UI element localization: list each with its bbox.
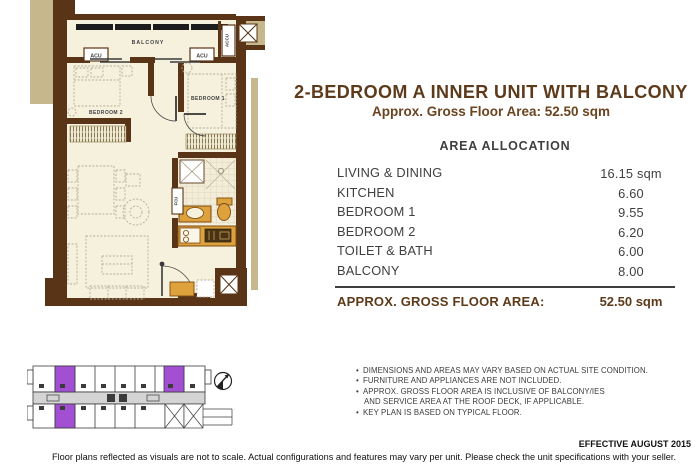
note-item <box>356 366 686 376</box>
bullet-icon: • <box>356 407 359 417</box>
table-row <box>335 241 675 261</box>
note-text: KEY PLAN IS BASED ON TYPICAL FLOOR. <box>363 407 522 417</box>
toilet <box>218 204 231 221</box>
row-label: BEDROOM 2 <box>337 223 416 239</box>
table-total-row <box>335 292 675 312</box>
shaft-top-right <box>239 24 257 42</box>
row-label: KITCHEN <box>337 184 395 200</box>
accu-label: ACCU <box>224 33 230 48</box>
row-label: BEDROOM 1 <box>337 204 416 219</box>
table-row <box>335 202 675 222</box>
row-value: 9.55 <box>618 205 644 220</box>
table-divider <box>335 286 675 288</box>
note-item <box>356 387 686 397</box>
row-label: TOILET & BATH <box>337 243 433 258</box>
table-row <box>335 261 675 281</box>
note-item-continuation: AND SERVICE AREA AT THE ROOF DECK, IF APPLICABLE. <box>364 397 585 407</box>
effective-date: EFFECTIVE AUGUST 2015 <box>578 439 691 449</box>
sink <box>187 208 204 219</box>
note-text: DIMENSIONS AND AREAS MAY VARY BASED ON ACTUAL SITE CONDITION. <box>363 366 648 375</box>
row-label: BALCONY <box>337 262 400 278</box>
bullet-icon: • <box>356 366 359 375</box>
table-row <box>335 163 675 183</box>
total-value: 52.50 sqm <box>599 294 663 309</box>
fcu <box>172 188 183 214</box>
hatched-section <box>165 404 232 428</box>
entry-mat <box>170 282 194 296</box>
table-row <box>335 222 675 242</box>
acu-left-label: ACU <box>90 53 102 60</box>
key-plan <box>27 357 239 435</box>
note-item <box>356 408 686 418</box>
row-value: 6.20 <box>618 224 644 240</box>
bullet-icon: • <box>356 376 359 386</box>
row-label: LIVING & DINING <box>337 165 443 180</box>
balcony-label: BALCONY <box>131 40 165 46</box>
disclaimer-text: Floor plans reflected as visuals are not to scale. Actual configurations and features may vary per unit. Please check the unit specifications with your seller. <box>51 452 677 462</box>
note-item <box>356 376 686 386</box>
acu-right-label: ACU <box>196 53 208 60</box>
bedroom1-label: BEDROOM 1 <box>191 96 225 102</box>
row-value: 6.00 <box>618 244 644 259</box>
row-value: 16.15 sqm <box>600 166 662 181</box>
page-subtitle: Approx. Gross Floor Area: 52.50 sqm <box>371 104 611 119</box>
floor-plan <box>30 0 266 322</box>
kitchen <box>178 226 236 246</box>
north-arrow-icon <box>215 373 232 390</box>
notes-list <box>356 366 686 418</box>
note-text: APPROX. GROSS FLOOR AREA IS INCLUSIVE OF BALCONY/IES <box>363 386 605 396</box>
area-allocation-table <box>335 163 675 312</box>
table-row <box>335 183 675 203</box>
page-title: 2-BEDROOM A INNER UNIT WITH BALCONY <box>294 82 688 102</box>
note-text: FURNITURE AND APPLIANCES ARE NOT INCLUDED. <box>363 376 562 386</box>
toilet-bath <box>178 158 236 224</box>
floor-plan-drawing <box>30 0 266 322</box>
area-allocation-heading: AREA ALLOCATION <box>439 139 571 153</box>
row-value: 8.00 <box>618 263 644 279</box>
row-value: 6.60 <box>618 185 644 201</box>
total-label: APPROX. GROSS FLOOR AREA: <box>337 294 545 309</box>
fcu-label: FCU <box>173 196 179 206</box>
bedroom2-label: BEDROOM 2 <box>89 110 123 116</box>
key-plan-drawing <box>27 357 239 435</box>
bullet-icon: • <box>356 386 359 396</box>
